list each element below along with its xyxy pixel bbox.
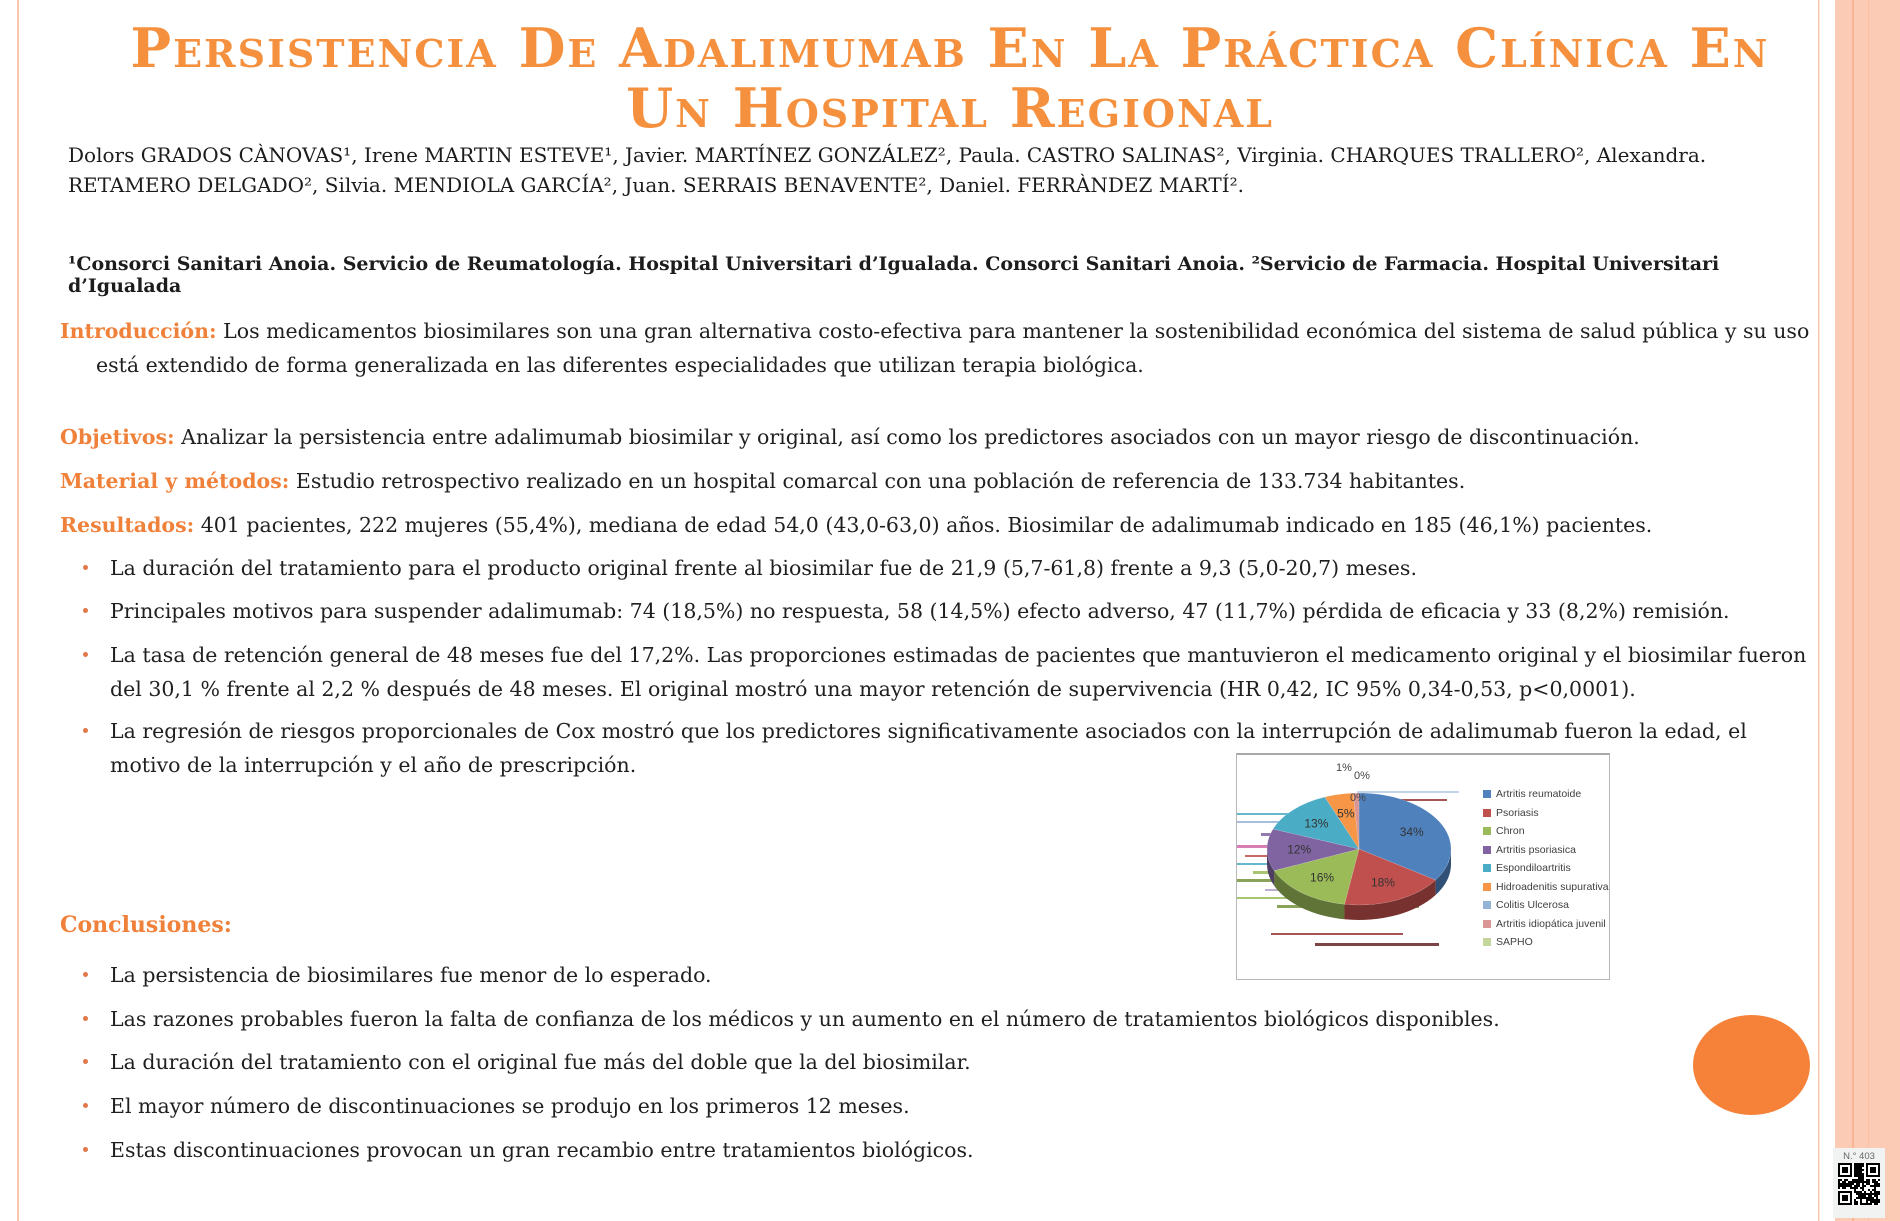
legend-label: SAPHO bbox=[1496, 936, 1533, 949]
chart-legend bbox=[1483, 785, 1609, 952]
strip-stripe bbox=[1852, 0, 1854, 1221]
section-objetivos bbox=[60, 420, 1844, 454]
legend-item bbox=[1483, 933, 1609, 952]
svg-text:1%: 1% bbox=[1336, 762, 1352, 774]
result-bullet: La tasa de retención general de 48 meses fue del 17,2%. Las proporciones estimadas de pacientes que mantuvieron el medicamento original y el biosimilar fueron del 30,1 % frente al 2,2 % después de 48 meses. El original mostró una mayor retención de supervivencia (HR 0,42, IC 95% 0,34-0,53, p<0,0001). bbox=[60, 638, 1810, 706]
result-bullet: La duración del tratamiento para el producto original frente al biosimilar fue de 21,9 (5,7-61,8) frente a 9,3 (5,0-20,7) meses. bbox=[60, 551, 1810, 585]
svg-text:34%: 34% bbox=[1399, 824, 1424, 839]
legend-label: Espondiloartritis bbox=[1496, 862, 1571, 875]
pie-chart-figure bbox=[1236, 753, 1610, 980]
svg-text:12%: 12% bbox=[1287, 842, 1312, 857]
section-text: 401 pacientes, 222 mujeres (55,4%), mediana de edad 54,0 (43,0-63,0) años. Biosimilar de adalimumab indicado en 185 (46,1%) pacientes. bbox=[200, 513, 1653, 537]
poster-number-badge bbox=[1833, 1148, 1885, 1218]
legend-item bbox=[1483, 804, 1609, 823]
legend-swatch bbox=[1483, 901, 1491, 909]
legend-label: Chron bbox=[1496, 825, 1525, 838]
section-text: Estudio retrospectivo realizado en un hospital comarcal con una población de referencia de 133.734 habitantes. bbox=[295, 469, 1466, 493]
left-border-line bbox=[17, 0, 19, 1221]
legend-label: Psoriasis bbox=[1496, 806, 1539, 819]
legend-item bbox=[1483, 896, 1609, 915]
legend-item bbox=[1483, 859, 1609, 878]
legend-label: Hidroadenitis supurativa bbox=[1496, 880, 1609, 893]
conclusion-bullet: El mayor número de discontinuaciones se produjo en los primeros 12 meses. bbox=[60, 1089, 1810, 1123]
legend-swatch bbox=[1483, 864, 1491, 872]
legend-label: Colitis Ulcerosa bbox=[1496, 899, 1569, 912]
authors-line: Dolors GRADOS CÀNOVAS¹, Irene MARTIN ESTEVE¹, Javier. MARTÍNEZ GONZÁLEZ², Paula. CASTRO SALINAS², Virginia. CHARQUES TRALLERO², Alexandra. RETAMERO DELGADO², Silvia. MENDIOLA GARCÍA², Juan. SERRAIS BENAVENTE², Daniel. FERRÀNDEZ MARTÍ². bbox=[68, 143, 1707, 197]
legend-swatch bbox=[1483, 809, 1491, 817]
section-introduccion bbox=[60, 314, 1844, 382]
legend-item bbox=[1483, 915, 1609, 934]
legend-item bbox=[1483, 841, 1609, 860]
poster-number-label: N.° 403 bbox=[1843, 1151, 1875, 1162]
legend-item bbox=[1483, 878, 1609, 897]
section-resultados bbox=[60, 508, 1844, 542]
legend-label: Artritis reumatoide bbox=[1496, 788, 1582, 801]
legend-swatch bbox=[1483, 827, 1491, 835]
result-bullet: La regresión de riesgos proporcionales de Cox mostró que los predictores significativamente asociados con la interrupción de adalimumab fueron la edad, el motivo de la interrupción y el año de prescripción. bbox=[60, 714, 1810, 782]
svg-text:0%: 0% bbox=[1354, 770, 1370, 782]
page-title: Persistencia De Adalimumab En La Práctica Clínica En Un Hospital Regional bbox=[130, 16, 1770, 141]
conclusion-bullet: La persistencia de biosimilares fue menor de lo esperado. bbox=[60, 958, 1810, 992]
conclusion-bullet: La duración del tratamiento con el original fue más del doble que la del biosimilar. bbox=[60, 1045, 1810, 1079]
section-label: Introducción: bbox=[60, 319, 217, 343]
svg-text:16%: 16% bbox=[1310, 870, 1335, 885]
section-label: Objetivos: bbox=[60, 425, 175, 449]
section-material-metodos bbox=[60, 464, 1844, 498]
section-label: Material y métodos: bbox=[60, 469, 290, 493]
qr-code bbox=[1838, 1163, 1880, 1205]
right-border-line bbox=[1818, 0, 1820, 1221]
svg-text:18%: 18% bbox=[1370, 875, 1395, 890]
svg-text:13%: 13% bbox=[1304, 816, 1329, 831]
affiliations-line: ¹Consorci Sanitari Anoia. Servicio de Reumatología. Hospital Universitari d’Igualada. Consorci Sanitari Anoia. ²Servicio de Farmacia. Hospital Universitari d’Igualada bbox=[68, 253, 1720, 297]
legend-swatch bbox=[1483, 883, 1491, 891]
legend-item bbox=[1483, 785, 1609, 804]
section-text: Los medicamentos biosimilares son una gran alternativa costo-efectiva para mantener la sostenibilidad económica del sistema de salud pública y su uso está extendido de forma generalizada en las diferentes especialidades que utilizan terapia biológica. bbox=[96, 319, 1810, 377]
section-label: Resultados: bbox=[60, 513, 195, 537]
legend-item bbox=[1483, 822, 1609, 841]
svg-text:5%: 5% bbox=[1337, 806, 1355, 821]
orange-ellipse-decoration bbox=[1693, 1015, 1810, 1115]
right-side-strip bbox=[1835, 0, 1900, 1221]
legend-swatch bbox=[1483, 938, 1491, 946]
result-bullet: Principales motivos para suspender adalimumab: 74 (18,5%) no respuesta, 58 (14,5%) efecto adverso, 47 (11,7%) pérdida de eficacia y 33 (8,2%) remisión. bbox=[60, 594, 1810, 628]
svg-text:0%: 0% bbox=[1350, 792, 1366, 804]
conclusion-bullet: Las razones probables fueron la falta de confianza de los médicos y un aumento en el número de tratamientos biológicos disponibles. bbox=[60, 1002, 1810, 1036]
legend-swatch bbox=[1483, 846, 1491, 854]
legend-swatch bbox=[1483, 920, 1491, 928]
section-text: Analizar la persistencia entre adalimumab biosimilar y original, así como los predictores asociados con un mayor riesgo de discontinuación. bbox=[181, 425, 1640, 449]
conclusion-bullet: Estas discontinuaciones provocan un gran recambio entre tratamientos biológicos. bbox=[60, 1133, 1810, 1167]
strip-stripe bbox=[1868, 0, 1869, 1221]
legend-swatch bbox=[1483, 790, 1491, 798]
section-conclusiones-label: Conclusiones: bbox=[60, 912, 232, 938]
legend-label: Artritis idiopática juvenil bbox=[1496, 917, 1606, 930]
legend-label: Artritis psoriasica bbox=[1496, 843, 1576, 856]
